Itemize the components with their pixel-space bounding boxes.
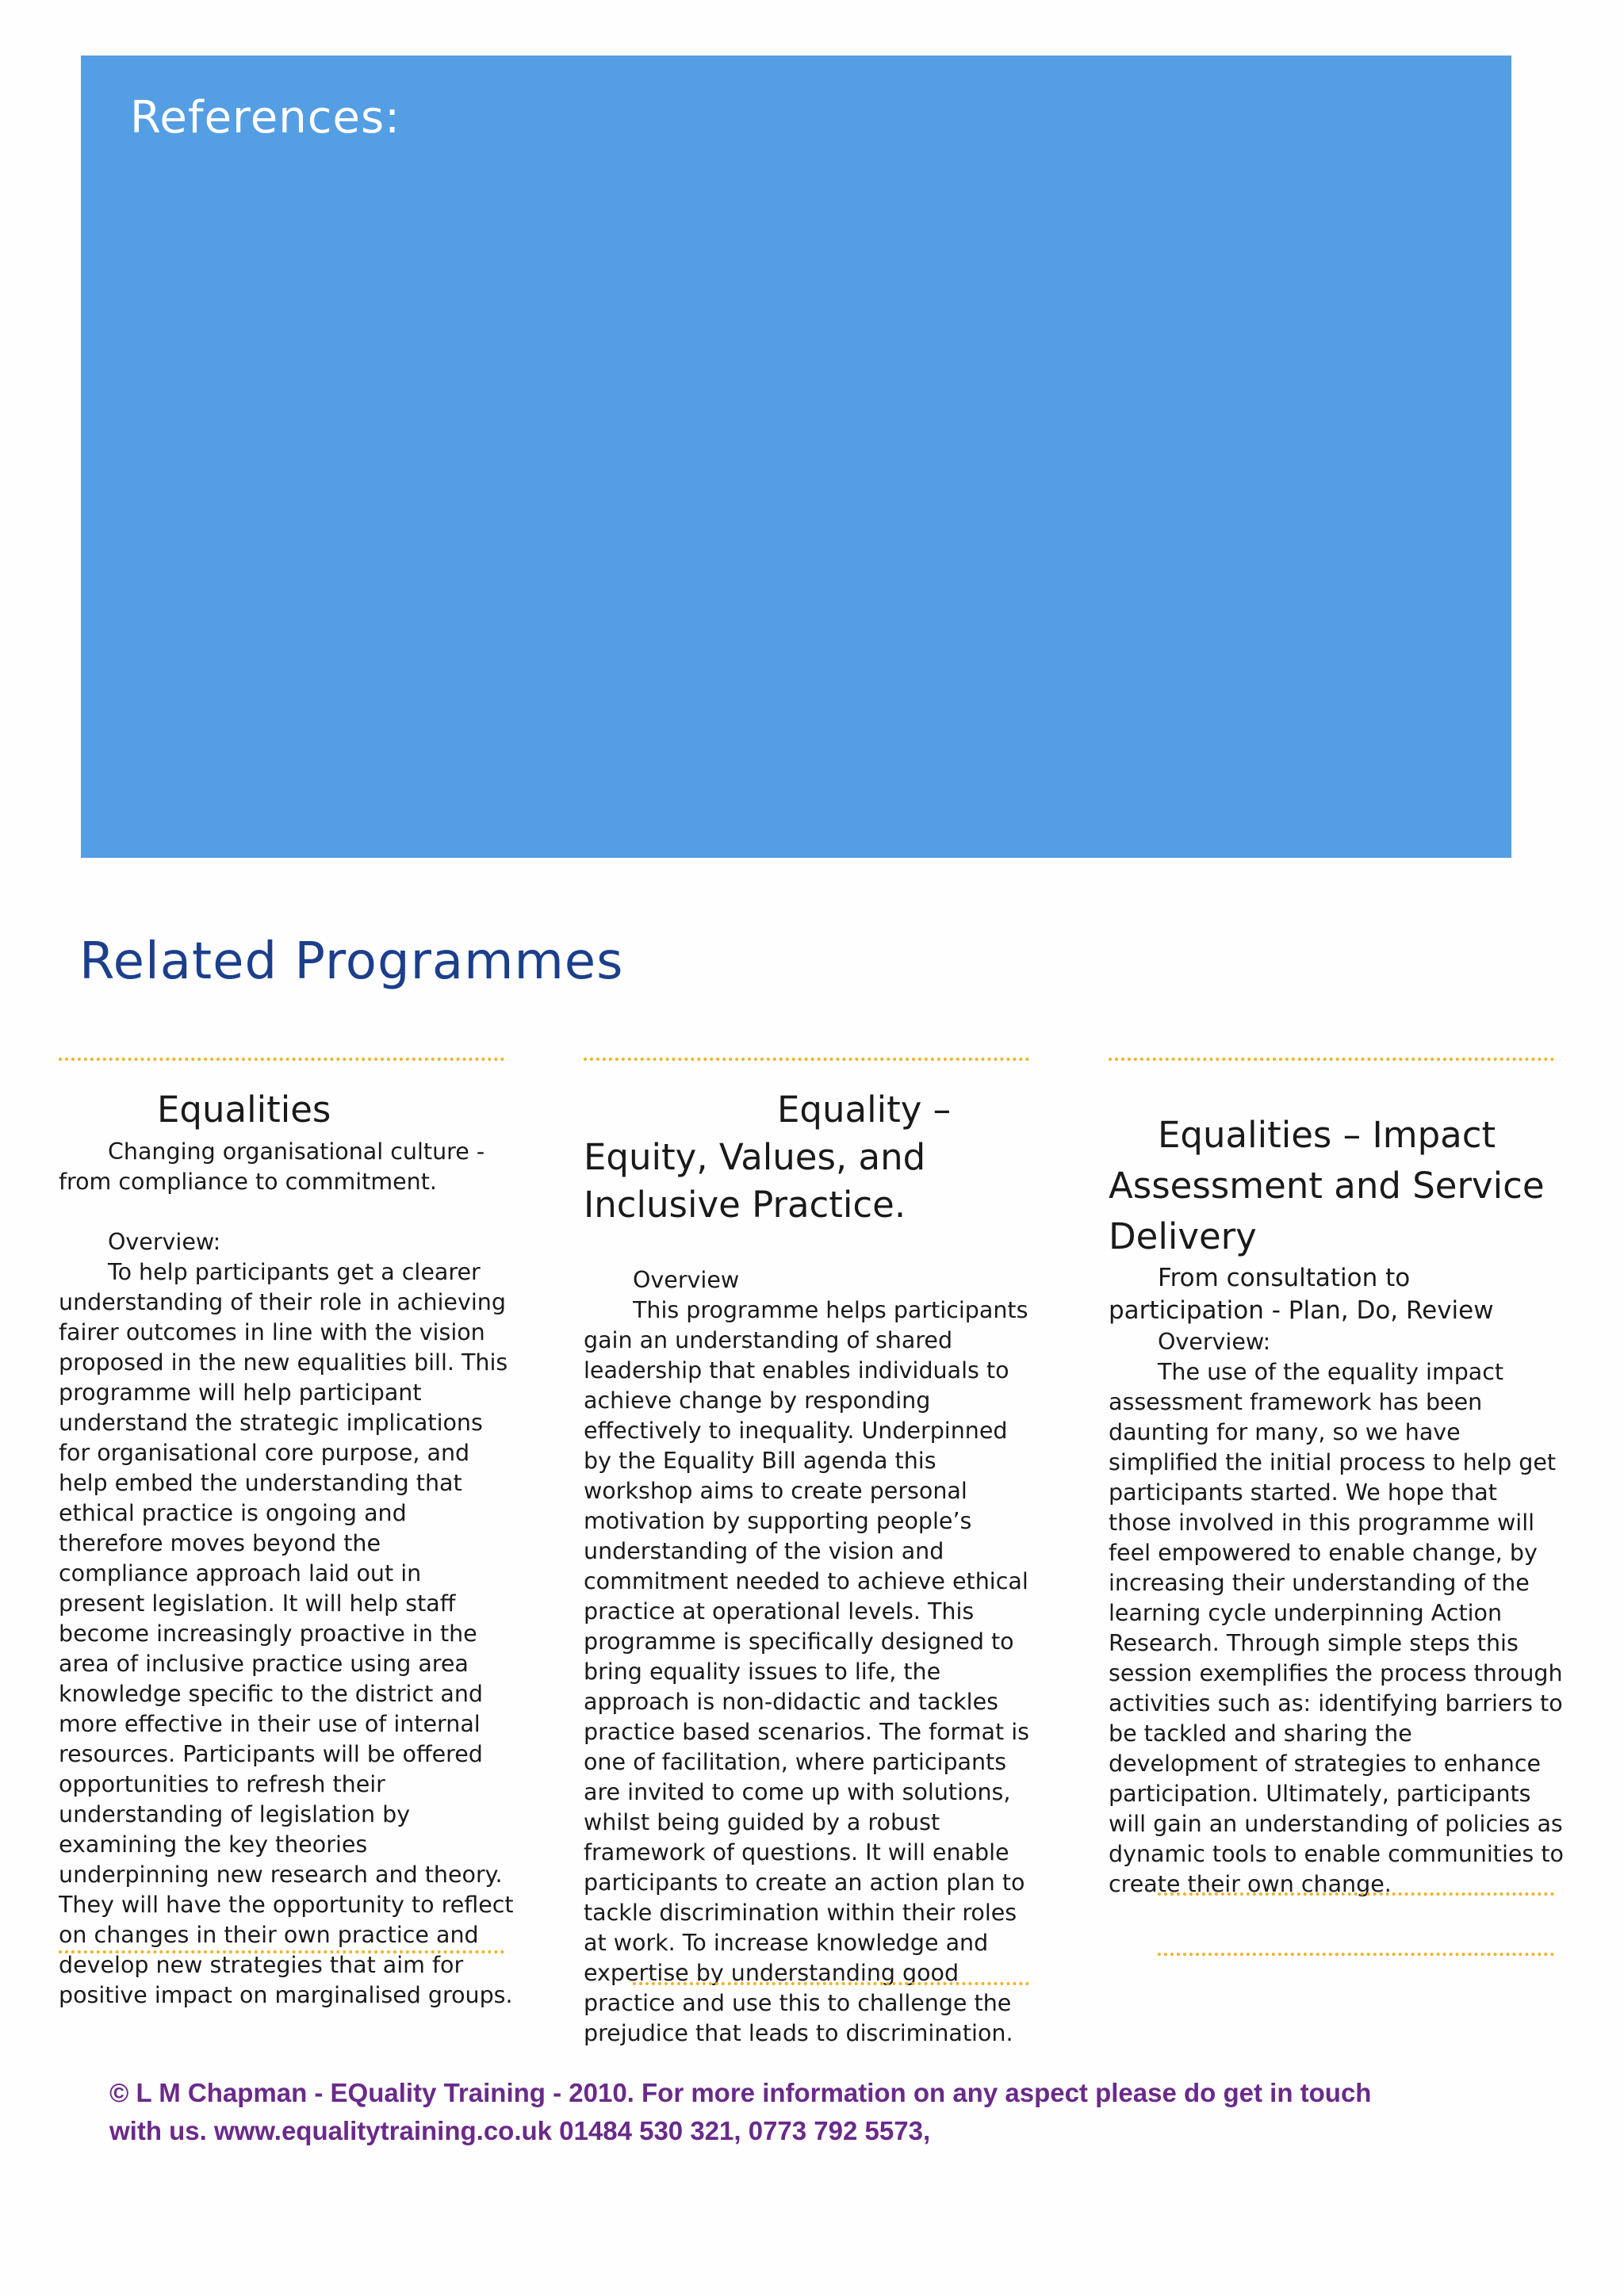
programme-subtitle: Changing organisational culture - from compliance to commitment. [59, 1138, 485, 1195]
divider-col3-mid [1158, 1892, 1554, 1896]
related-programmes-heading: Related Programmes [79, 932, 624, 991]
overview-label: Overview [633, 1267, 740, 1293]
divider-col1-bottom [59, 1950, 504, 1954]
divider-col2-bottom [633, 1982, 1029, 1985]
footer-line-1: © L M Chapman - EQuality Training - 2010. For more information on any aspect please do get in touch [109, 2078, 1372, 2107]
programme-equalities [59, 1086, 514, 2011]
footer-contact [109, 2074, 1537, 2150]
programme-title-line2: Equity, Values, and Inclusive Practice. [584, 1136, 926, 1226]
programme-title: Equalities – Impact Assessment and Service Delivery [1109, 1114, 1545, 1257]
programme-body: This programme helps participants gain an understanding of shared leadership that enables individuals to achieve change by responding effectively to inequality. Underpinned by the Equality Bill agenda this workshop aims to create personal motivation by supporting people’s understanding of the vision and commitment needed to achieve ethical practice at operational levels. This programme is specifically designed to bring equality issues to life, the approach is non-didactic and tackles practice based scenarios. The format is one of facilitation, where participants are invited to come up with solutions, whilst being guided by a robust framework of questions. It will enable participants to create an action plan to tackle discrimination within their roles at work. To increase knowledge and expertise by understanding good practice and use this to challenge the prejudice that leads to discrimination. [584, 1297, 1029, 2046]
programme-title-line1: Equality – [777, 1089, 952, 1131]
divider-col3-top [1109, 1058, 1554, 1061]
divider-col3-bottom [1158, 1953, 1554, 1956]
divider-col1-top [59, 1058, 504, 1061]
programme-body: To help participants get a clearer understanding of their role in achieving fairer outcomes in line with the vision proposed in the new equalities bill. This programme will help participant understand the strategic implications for organisational core purpose, and help embed the understanding that ethical practice is ongoing and therefore moves beyond the compliance approach laid out in present legislation. It will help staff become increasingly proactive in the area of inclusive practice using area knowledge specific to the district and more effective in their use of internal resources. Participants will be offered opportunities to refresh their understanding of legislation by examining the key theories underpinning new research and theory. They will have the opportunity to reflect on changes in their own practice and develop new strategies that aim for positive impact on marginalised groups. [59, 1259, 514, 2008]
programme-subtitle: From consultation to participation - Plan, Do, Review [1109, 1264, 1494, 1325]
overview-label: Overview: [1158, 1329, 1271, 1355]
programme-impact-assessment [1109, 1110, 1564, 1900]
overview-label: Overview: [108, 1229, 221, 1255]
divider-col2-top [584, 1058, 1029, 1061]
programme-body: The use of the equality impact assessment framework has been daunting for many, so we have simplified the initial process to help get participants started. We hope that those involved in this programme will feel empowered to enable change, by increasing their understanding of the learning cycle underpinning Action Research. Through simple steps this session exemplifies the process through activities such as: identifying barriers to be tackled and sharing the development of strategies to enhance participation. Ultimately, participants will gain an understanding of policies as dynamic tools to enable communities to create their own change. [1109, 1359, 1564, 1897]
programme-equality-equity [584, 1086, 1039, 2049]
references-title: References: [130, 92, 401, 144]
programme-title: Equalities [157, 1089, 331, 1131]
references-panel [81, 55, 1511, 858]
footer-line-2: with us. www.equalitytraining.co.uk 01484 530 321, 0773 792 5573, [109, 2116, 931, 2145]
